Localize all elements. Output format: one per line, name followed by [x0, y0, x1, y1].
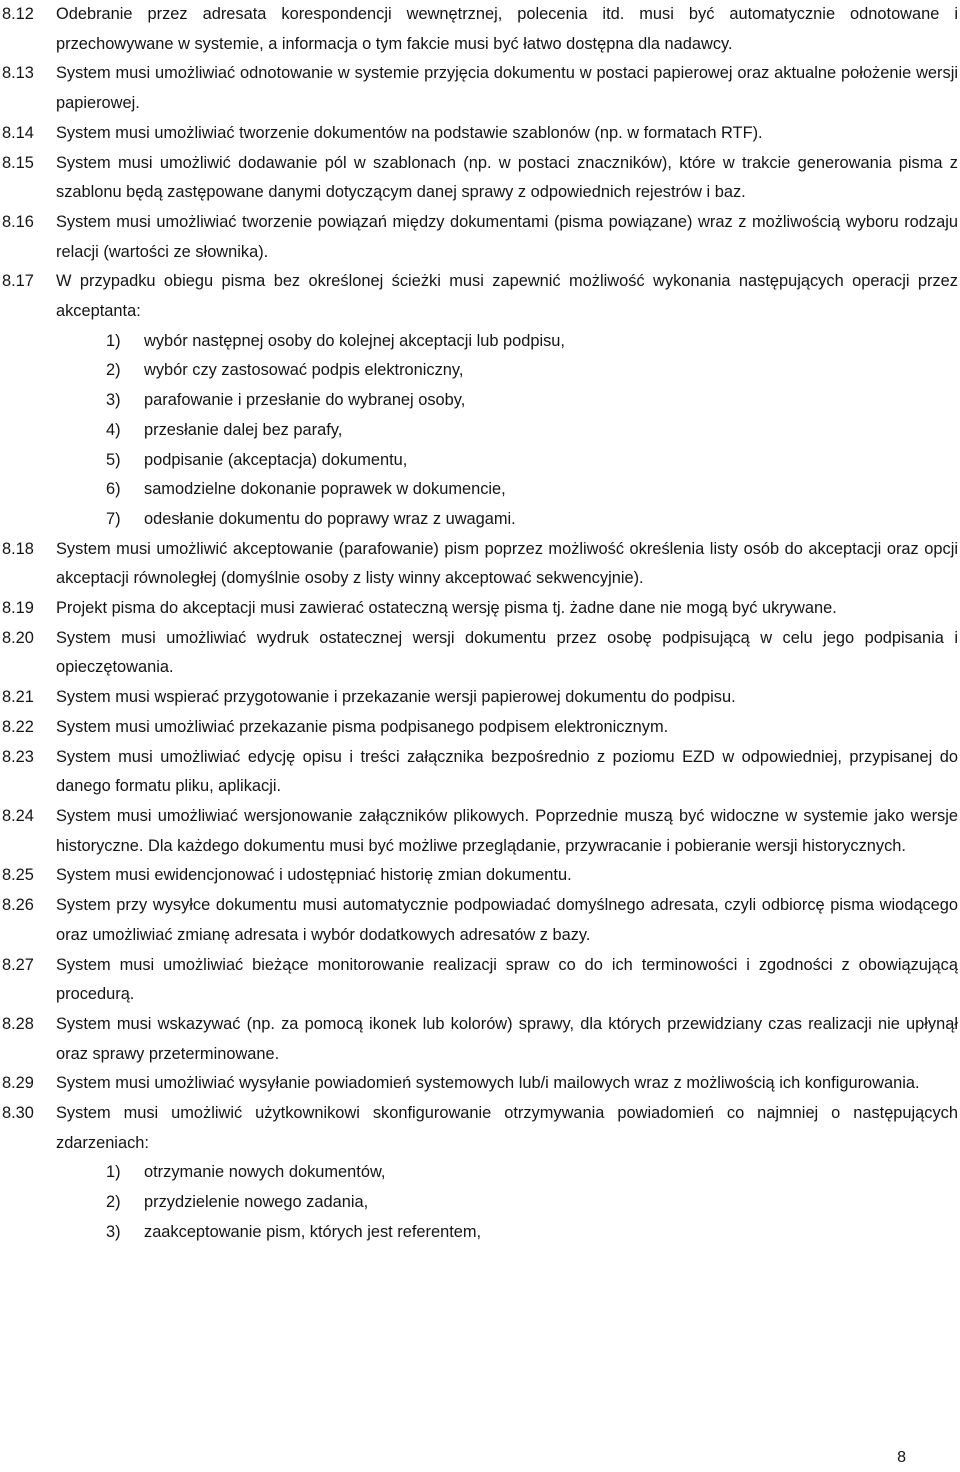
sub-list-item — [106, 356, 960, 386]
requirement-text: System musi umożliwiać edycję opisu i treści załącznika bezpośrednio z poziomu EZD w odpowiedniej, przypisanej do danego formatu pliku, aplikacji. — [56, 747, 958, 796]
requirement-number: 8.22 — [2, 717, 34, 736]
requirement-text: System musi umożliwić użytkownikowi skonfigurowanie otrzymywania powiadomień co najmniej o następujących zdarzeniach: — [56, 1104, 958, 1152]
sub-list-item — [106, 446, 960, 476]
requirement-item — [0, 802, 960, 861]
sub-list-text: otrzymanie nowych dokumentów, — [144, 1163, 386, 1182]
requirement-number: 8.14 — [2, 123, 34, 142]
requirement-text: System musi umożliwić dodawanie pól w szablonach (np. w postaci znaczników), które w trakcie generowania pisma z szablonu będą zastępowane danymi dotyczącym danej sprawy z odpowiednich rejestrów i baz. — [56, 153, 958, 202]
sub-list-text: podpisanie (akceptacja) dokumentu, — [144, 450, 408, 469]
requirement-number: 8.23 — [2, 747, 34, 766]
requirement-text: System musi wspierać przygotowanie i przekazanie wersji papierowej dokumentu do podpisu. — [56, 688, 736, 707]
requirement-number: 8.21 — [2, 688, 34, 707]
sub-list-item — [106, 1188, 960, 1218]
requirement-number: 8.28 — [2, 1014, 34, 1033]
requirement-item — [0, 267, 960, 326]
sub-list-number: 1) — [106, 1163, 121, 1182]
requirement-text: System musi umożliwiać wersjonowanie załączników plikowych. Poprzednie muszą być widoczne w systemie jako wersje historyczne. Dla każdego dokumentu musi być możliwe przeglądanie, przywracanie i pobieranie wersji historycznych. — [56, 806, 958, 855]
requirement-number: 8.30 — [2, 1104, 34, 1123]
requirement-text: System musi umożliwić akceptowanie (parafowanie) pism poprzez możliwość określenia listy osób do akceptacji oraz opcji akceptacji równoległej (domyślnie osoby z listy winny akceptować sekwencyjnie). — [56, 539, 958, 588]
requirement-number: 8.20 — [2, 628, 34, 647]
requirement-text: Projekt pisma do akceptacji musi zawierać ostateczną wersję pisma tj. żadne dane nie mogą być ukrywane. — [56, 599, 837, 618]
sub-list-text: parafowanie i przesłanie do wybranej osoby, — [144, 391, 466, 410]
requirement-text: System musi umożliwiać bieżące monitorowanie realizacji spraw co do ich terminowości i zgodności z obowiązującą procedurą. — [56, 955, 958, 1004]
requirement-number: 8.15 — [2, 153, 34, 172]
sub-list — [0, 327, 960, 535]
requirement-item — [0, 59, 960, 118]
sub-list-number: 3) — [106, 391, 121, 410]
sub-list-number: 2) — [106, 361, 121, 380]
sub-list-item — [106, 386, 960, 416]
requirement-number: 8.26 — [2, 896, 34, 915]
requirement-number: 8.29 — [2, 1074, 34, 1093]
requirement-item — [0, 743, 960, 802]
sub-list-text: zaakceptowanie pism, których jest referentem, — [144, 1222, 482, 1241]
requirement-item — [0, 1099, 960, 1158]
requirement-item — [0, 951, 960, 1010]
requirement-item — [0, 535, 960, 594]
sub-list-text: samodzielne dokonanie poprawek w dokumencie, — [144, 480, 506, 499]
sub-list — [0, 1158, 960, 1247]
requirement-item — [0, 713, 960, 743]
requirement-number: 8.13 — [2, 64, 34, 83]
sub-list-number: 4) — [106, 420, 121, 439]
requirement-text: System musi umożliwiać wydruk ostatecznej wersji dokumentu przez osobę podpisującą w celu jego podpisania i opieczętowania. — [56, 628, 958, 677]
requirement-text: W przypadku obiegu pisma bez określonej ścieżki musi zapewnić możliwość wykonania następujących operacji przez akceptanta: — [56, 272, 958, 321]
requirement-number: 8.25 — [2, 866, 34, 885]
requirement-number: 8.17 — [2, 272, 34, 291]
requirement-item — [0, 683, 960, 713]
sub-list-text: odesłanie dokumentu do poprawy wraz z uwagami. — [144, 509, 516, 528]
requirement-text: System musi umożliwiać odnotowanie w systemie przyjęcia dokumentu w postaci papierowej oraz aktualne położenie wersji papierowej. — [56, 64, 958, 113]
requirement-number: 8.24 — [2, 806, 34, 825]
requirement-number: 8.19 — [2, 599, 34, 618]
requirement-number: 8.27 — [2, 955, 34, 974]
requirement-item — [0, 891, 960, 950]
sub-list-number: 5) — [106, 450, 121, 469]
sub-list-text: wybór następnej osoby do kolejnej akceptacji lub podpisu, — [144, 331, 565, 350]
requirement-item — [0, 0, 960, 59]
sub-list-number: 6) — [106, 480, 121, 499]
sub-list-item — [106, 475, 960, 505]
requirement-number: 8.18 — [2, 539, 34, 558]
sub-list-item — [106, 1158, 960, 1188]
requirement-text: System musi umożliwiać wysyłanie powiadomień systemowych lub/i mailowych wraz z możliwością ich konfigurowania. — [56, 1074, 920, 1093]
page-number: 8 — [897, 1449, 906, 1466]
requirement-item — [0, 1069, 960, 1099]
requirement-text: System musi umożliwiać tworzenie powiązań między dokumentami (pisma powiązane) wraz z możliwością wyboru rodzaju relacji (wartości ze słownika). — [56, 212, 958, 261]
requirement-item — [0, 624, 960, 683]
sub-list-text: przesłanie dalej bez parafy, — [144, 420, 343, 439]
requirement-text: System musi ewidencjonować i udostępniać historię zmian dokumentu. — [56, 866, 572, 885]
sub-list-number: 7) — [106, 509, 121, 528]
sub-list-item — [106, 327, 960, 357]
sub-list-number: 2) — [106, 1193, 121, 1212]
requirement-text: System musi wskazywać (np. za pomocą ikonek lub kolorów) sprawy, dla których przewidziany czas realizacji nie upłynął oraz sprawy przeterminowane. — [56, 1014, 958, 1063]
requirement-item — [0, 861, 960, 891]
sub-list-item — [106, 505, 960, 535]
sub-list-text: przydzielenie nowego zadania, — [144, 1193, 369, 1212]
requirement-item — [0, 208, 960, 267]
requirement-item — [0, 119, 960, 149]
sub-list-text: wybór czy zastosować podpis elektroniczny, — [144, 361, 464, 380]
requirement-item — [0, 1010, 960, 1069]
sub-list-item — [106, 416, 960, 446]
sub-list-number: 1) — [106, 331, 121, 350]
requirement-text: System musi umożliwiać tworzenie dokumentów na podstawie szablonów (np. w formatach RTF). — [56, 123, 763, 142]
requirement-item — [0, 594, 960, 624]
requirement-number: 8.12 — [2, 5, 34, 23]
requirement-number: 8.16 — [2, 212, 34, 231]
requirement-item — [0, 149, 960, 208]
sub-list-number: 3) — [106, 1222, 121, 1241]
requirement-text: Odebranie przez adresata korespondencji wewnętrznej, polecenia itd. musi być automatycznie odnotowane i przechowywane w systemie, a informacja o tym fakcie musi być łatwo dostępna dla nadawcy. — [56, 5, 958, 53]
requirement-text: System musi umożliwiać przekazanie pisma podpisanego podpisem elektronicznym. — [56, 717, 669, 736]
requirement-text: System przy wysyłce dokumentu musi automatycznie podpowiadać domyślnego adresata, czyli odbiorcę pisma wiodącego oraz umożliwiać zmianę adresata i wybór dodatkowych adresatów z bazy. — [56, 896, 958, 944]
sub-list-item — [106, 1218, 960, 1248]
